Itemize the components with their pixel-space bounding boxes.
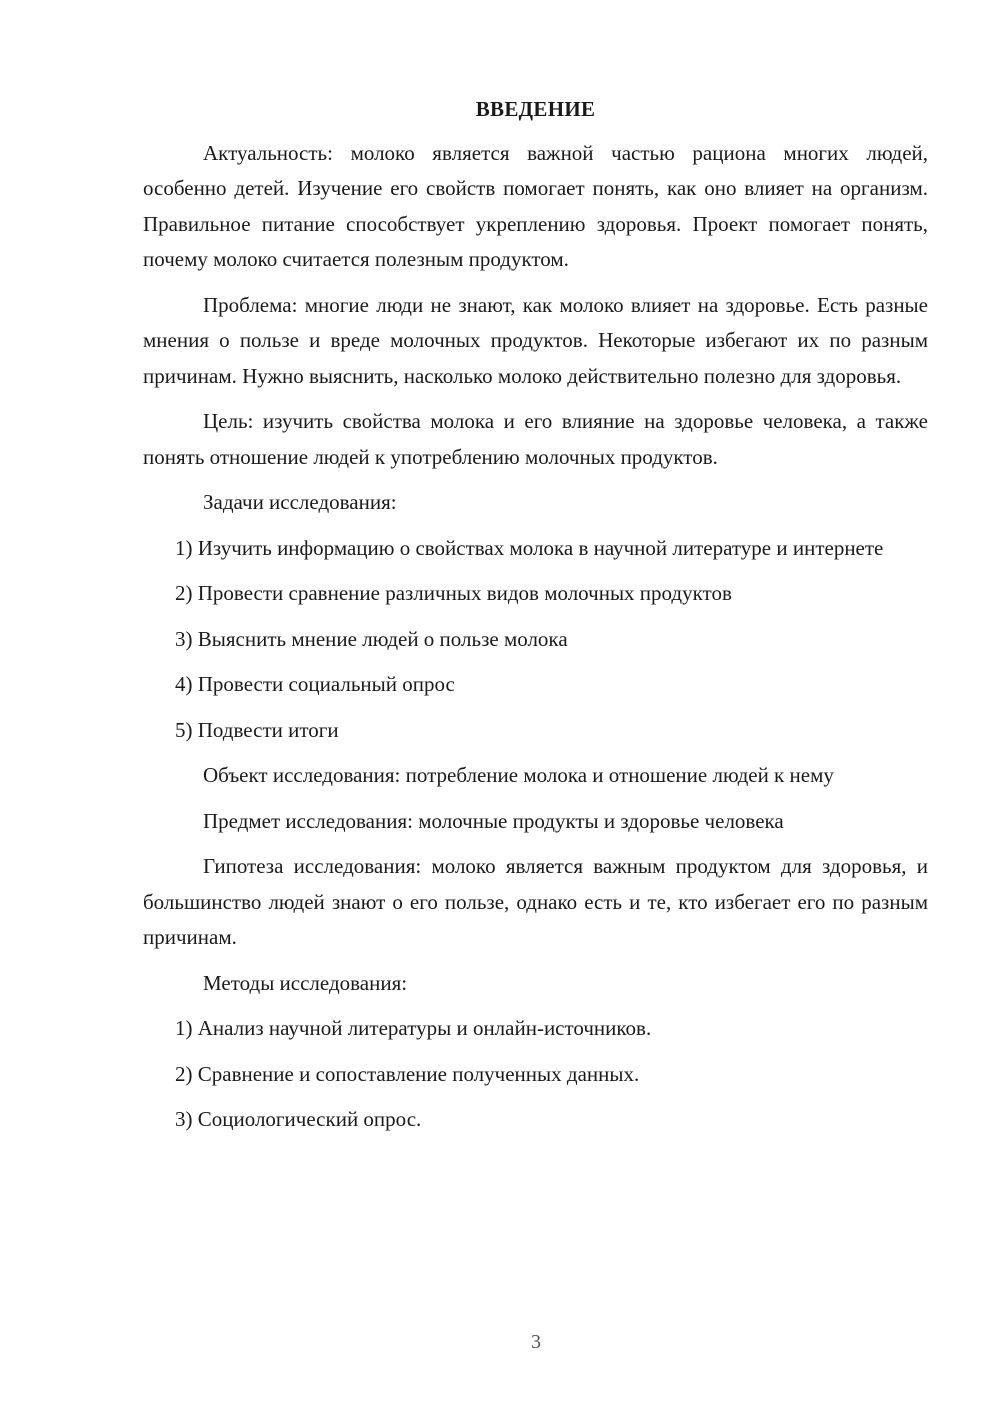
- goal-paragraph: Цель: изучить свойства молока и его влияние на здоровье человека, а также понять отношение людей к употреблению молочных продуктов.: [143, 409, 928, 469]
- task-item: 2) Провести сравнение различных видов молочных продуктов: [175, 581, 732, 605]
- page-number: 3: [531, 1331, 541, 1353]
- method-item: 1) Анализ научной литературы и онлайн-источников.: [175, 1016, 652, 1040]
- problem-paragraph: Проблема: многие люди не знают, как молоко влияет на здоровье. Есть разные мнения о пользе и вреде молочных продуктов. Некоторые избегают их по разным причинам. Нужно выяснить, насколько молоко действительно полезно для здоровья.: [143, 292, 928, 388]
- task-item: 1) Изучить информацию о свойствах молока в научной литературе и интернете: [175, 535, 884, 560]
- task-item: 4) Провести социальный опрос: [175, 672, 455, 696]
- document-body: [143, 92, 928, 1148]
- section-heading: ВВЕДЕНИЕ: [475, 97, 596, 121]
- hypothesis-paragraph: Гипотеза исследования: молоко является важным продуктом для здоровья, и большинство людей знают о его пользе, однако есть и те, кто избегает его по разным причинам.: [143, 854, 928, 949]
- method-item: 3) Социологический опрос.: [175, 1107, 422, 1131]
- relevance-paragraph: Актуальность: молоко является важной частью рациона многих людей, особенно детей. Изучение его свойств помогает понять, как оно влияет на организм. Правильное питание способствует укреплению здоровья. Проект помогает понять, почему молоко считается полезным продуктом.: [143, 140, 928, 271]
- task-item: 3) Выяснить мнение людей о пользе молока: [175, 626, 568, 651]
- tasks-title: Задачи исследования:: [203, 490, 397, 514]
- methods-title: Методы исследования:: [203, 970, 408, 995]
- subject-paragraph: Предмет исследования: молочные продукты и здоровье человека: [203, 808, 784, 833]
- task-item: 5) Подвести итоги: [175, 717, 339, 742]
- method-item: 2) Сравнение и сопоставление полученных данных.: [175, 1061, 640, 1086]
- object-paragraph: Объект исследования: потребление молока и отношение людей к нему: [203, 763, 834, 787]
